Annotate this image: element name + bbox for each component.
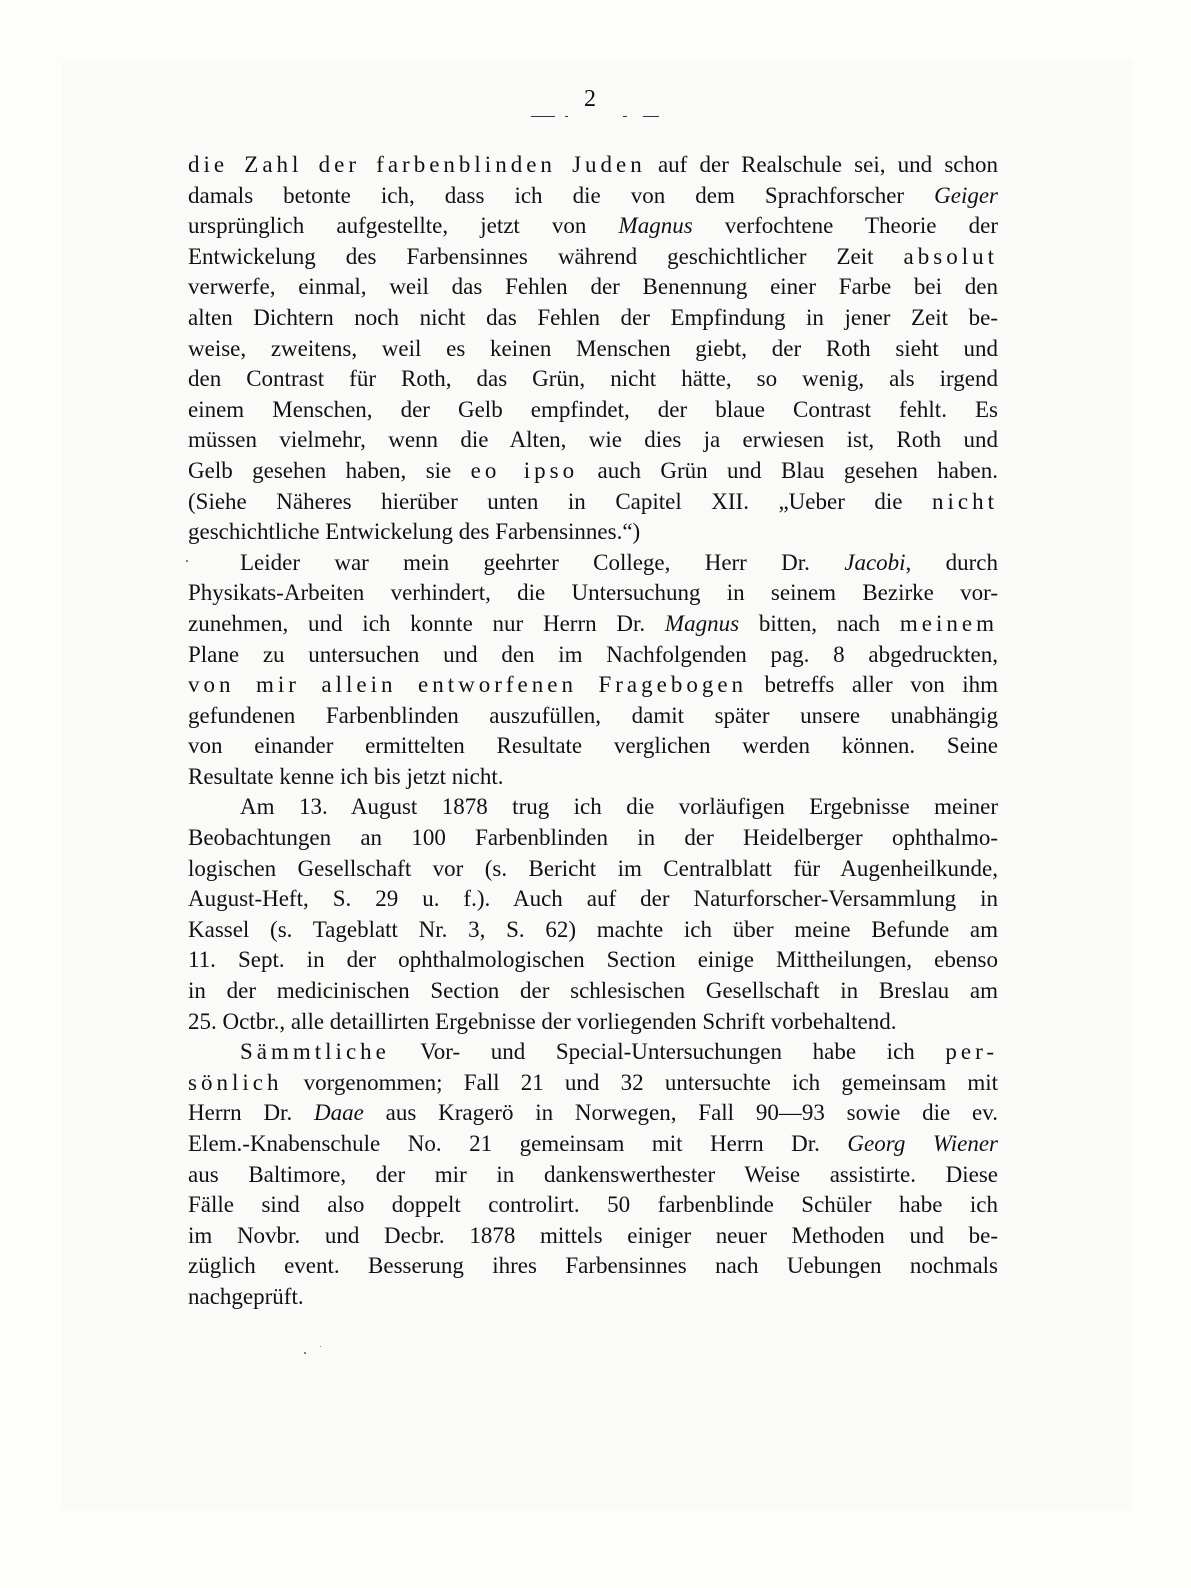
text-line bbox=[188, 517, 998, 548]
text-run: Resultate kenne ich bis jetzt nicht. bbox=[188, 763, 504, 789]
text-line bbox=[188, 1098, 998, 1129]
text-run: verwerfe, einmal, weil das Fehlen der Benennung einer Farbe bei den bbox=[188, 274, 998, 300]
text-line bbox=[188, 272, 998, 303]
text-run: August-Heft, S. 29 u. f.). Auch auf der Naturforscher-Versammlung in bbox=[188, 886, 998, 912]
text-line bbox=[188, 548, 998, 579]
text-line bbox=[188, 487, 998, 518]
ink-speck bbox=[320, 1346, 321, 1347]
text-run: betreffs aller von ihm bbox=[747, 672, 998, 698]
text-run: vorgenommen; Fall 21 und 32 untersuchte ich gemeinsam mit bbox=[282, 1069, 998, 1095]
italic-name: Magnus bbox=[618, 213, 693, 239]
text-run: im Novbr. und Decbr. 1878 mittels einiger neuer Methoden und be- bbox=[188, 1222, 998, 1248]
text-run: Plane zu untersuchen und den im Nachfolgenden pag. 8 abgedruckten, bbox=[188, 641, 998, 667]
text-line bbox=[188, 1251, 998, 1282]
italic-name: Jacobi bbox=[844, 549, 906, 575]
text-run: müssen vielmehr, wenn die Alten, wie dies ja erwiesen ist, Roth und bbox=[188, 427, 998, 453]
text-line bbox=[188, 945, 998, 976]
text-run: geschichtliche Entwickelung des Farbensinnes.“) bbox=[188, 519, 641, 545]
text-line bbox=[188, 1282, 998, 1313]
header-rule-marks bbox=[531, 110, 661, 118]
spaced-emphasis: per- bbox=[945, 1039, 998, 1065]
page-number: 2 bbox=[584, 86, 596, 112]
text-line bbox=[188, 425, 998, 456]
italic-name: Daae bbox=[314, 1100, 364, 1126]
text-run: züglich event. Besserung ihres Farbensinnes nach Uebungen nochmals bbox=[188, 1253, 998, 1279]
spaced-emphasis: die Zahl der farbenblinden Juden bbox=[188, 152, 646, 177]
text-run: 25. Octbr., alle detaillirten Ergebnisse der vorliegenden Schrift vorbehaltend. bbox=[188, 1008, 897, 1034]
text-run: auf der Realschule sei, und schon bbox=[645, 152, 998, 177]
text-run: von einander ermittelten Resultate verglichen werden können. Seine bbox=[188, 733, 998, 759]
text-run: Am 13. August 1878 trug ich die vorläufigen Ergebnisse meiner bbox=[240, 794, 998, 820]
text-run: Herrn Dr. bbox=[188, 1100, 314, 1126]
text-run: auch Grün und Blau gesehen haben. bbox=[578, 457, 998, 483]
text-run: gefundenen Farbenblinden auszufüllen, damit später unsere unabhängig bbox=[188, 702, 998, 728]
spaced-emphasis: absolut bbox=[903, 243, 998, 269]
text-line bbox=[188, 609, 998, 640]
text-line bbox=[188, 211, 998, 242]
text-run: Gelb gesehen haben, sie bbox=[188, 457, 471, 483]
text-run: nachgeprüft. bbox=[188, 1283, 304, 1309]
text-run: Beobachtungen an 100 Farbenblinden in der Heidelberger ophthalmo- bbox=[188, 825, 998, 851]
text-run: damals betonte ich, dass ich die von dem Sprachforscher bbox=[188, 182, 935, 208]
spaced-emphasis: nicht bbox=[932, 488, 998, 514]
body-text bbox=[188, 150, 998, 1313]
text-line bbox=[188, 792, 998, 823]
text-run: zunehmen, und ich konnte nur Herrn Dr. bbox=[188, 610, 665, 636]
text-line bbox=[188, 823, 998, 854]
text-line bbox=[188, 242, 998, 273]
text-line bbox=[188, 150, 998, 181]
text-run: aus Baltimore, der mir in dankenswerthester Weise assistirte. Diese bbox=[188, 1161, 998, 1187]
text-run: den Contrast für Roth, das Grün, nicht hätte, so wenig, als irgend bbox=[188, 366, 998, 392]
text-line bbox=[188, 701, 998, 732]
text-line bbox=[188, 1190, 998, 1221]
text-run: (Siehe Näheres hierüber unten in Capitel XII. „Ueber die bbox=[188, 488, 932, 514]
text-line bbox=[188, 884, 998, 915]
text-run: 11. Sept. in der ophthalmologischen Section einige Mittheilungen, ebenso bbox=[188, 947, 998, 973]
text-run: Fälle sind also doppelt controlirt. 50 farbenblinde Schüler habe ich bbox=[188, 1192, 998, 1218]
text-run: logischen Gesellschaft vor (s. Bericht im Centralblatt für Augenheilkunde, bbox=[188, 855, 998, 881]
text-run: Entwickelung des Farbensinnes während geschichtlicher Zeit bbox=[188, 243, 904, 269]
text-line bbox=[188, 976, 998, 1007]
spaced-emphasis: Sämmtliche bbox=[240, 1039, 390, 1065]
text-line bbox=[188, 640, 998, 671]
text-line bbox=[188, 670, 998, 701]
text-run: weise, zweitens, weil es keinen Menschen giebt, der Roth sieht und bbox=[188, 335, 998, 361]
text-run: Leider war mein geehrter College, Herr Dr. bbox=[240, 549, 845, 575]
text-line bbox=[188, 1007, 998, 1038]
text-run: Elem.-Knabenschule No. 21 gemeinsam mit Herrn Dr. bbox=[188, 1131, 848, 1156]
italic-name: Georg Wiener bbox=[847, 1131, 998, 1156]
text-run: bitten, nach bbox=[739, 610, 900, 636]
text-run: aus Kragerö in Norwegen, Fall 90—93 sowie die ev. bbox=[363, 1100, 998, 1126]
text-line bbox=[188, 303, 998, 334]
text-line bbox=[188, 395, 998, 426]
text-line bbox=[188, 1221, 998, 1252]
ink-speck bbox=[186, 560, 188, 562]
text-run: einem Menschen, der Gelb empfindet, der blaue Contrast fehlt. Es bbox=[188, 396, 998, 422]
text-run: , durch bbox=[905, 549, 998, 575]
text-run: in der medicinischen Section der schlesischen Gesellschaft in Breslau am bbox=[188, 978, 998, 1004]
text-line bbox=[188, 915, 998, 946]
text-line bbox=[188, 1037, 998, 1068]
text-line bbox=[188, 578, 998, 609]
spaced-emphasis: sönlich bbox=[188, 1069, 283, 1095]
ink-speck bbox=[304, 1352, 306, 1354]
italic-name: Magnus bbox=[664, 610, 740, 636]
text-line bbox=[188, 364, 998, 395]
text-line bbox=[188, 1129, 998, 1160]
text-run: Vor- und Special-Untersuchungen habe ich bbox=[389, 1039, 946, 1065]
spaced-emphasis: eo ipso bbox=[470, 457, 579, 483]
spaced-emphasis: meinem bbox=[899, 610, 999, 636]
text-run: alten Dichtern noch nicht das Fehlen der Empfindung in jener Zeit be- bbox=[188, 304, 998, 330]
text-line bbox=[188, 762, 998, 793]
text-run: Kassel (s. Tageblatt Nr. 3, S. 62) machte ich über meine Befunde am bbox=[188, 916, 998, 942]
italic-name: Geiger bbox=[934, 182, 998, 208]
text-run: ursprünglich aufgestellte, jetzt von bbox=[188, 213, 619, 239]
spaced-emphasis: von mir allein entworfenen Fragebogen bbox=[188, 672, 748, 698]
text-run: Physikats-Arbeiten verhindert, die Untersuchung in seinem Bezirke vor- bbox=[188, 580, 998, 606]
text-line bbox=[188, 334, 998, 365]
text-line bbox=[188, 456, 998, 487]
text-line bbox=[188, 854, 998, 885]
text-line bbox=[188, 1160, 998, 1191]
text-line bbox=[188, 1068, 998, 1099]
text-line bbox=[188, 731, 998, 762]
text-line bbox=[188, 181, 998, 212]
text-run: verfochtene Theorie der bbox=[692, 213, 998, 239]
